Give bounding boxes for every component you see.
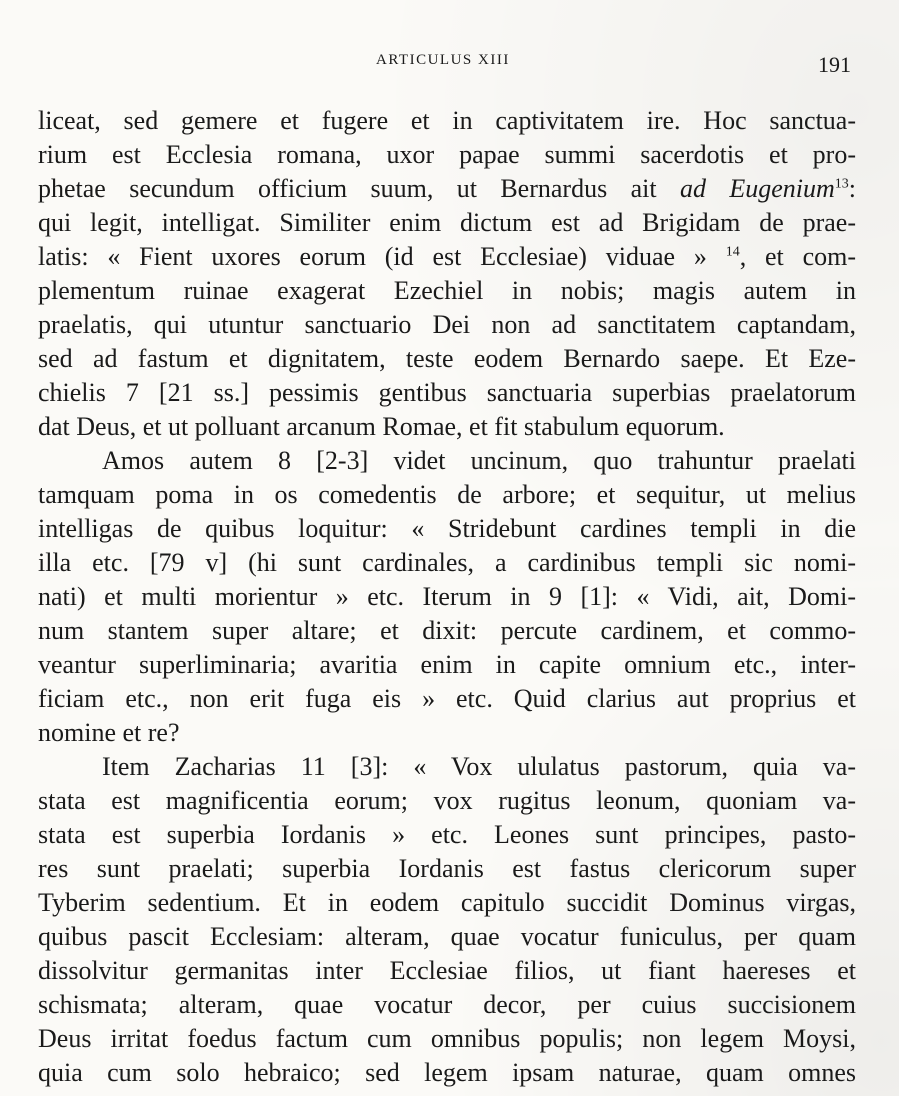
text-line: plementum ruinae exagerat Ezechiel in nobis; magis autem in <box>38 276 856 305</box>
footnote-ref: 13 <box>834 176 849 192</box>
running-head <box>0 52 899 76</box>
text-line: Item Zacharias 11 [3]: « Vox ululatus pastorum, quia va- <box>102 752 856 781</box>
text-line: praelatis, qui utuntur sanctuario Dei non ad sanctitatem captandam, <box>38 310 856 339</box>
page-number: 191 <box>818 52 851 77</box>
text-line: latis: « Fient uxores eorum (id est Ecclesiae) viduae » $^{14}$, et com- <box>38 242 856 271</box>
text-line: dat Deus, et ut polluant arcanum Romae, et fit stabulum equorum. <box>38 412 725 441</box>
text-line: intelligas de quibus loquitur: « Stridebunt cardines templi in die <box>38 514 856 543</box>
italic-title: ad Eugenium <box>679 174 835 203</box>
running-title: ARTICULUS XIII <box>376 52 510 68</box>
text-line: nati) et multi morientur » etc. Iterum in 9 [1]: « Vidi, ait, Domi- <box>38 582 856 611</box>
text-line: num stantem super altare; et dixit: percute cardinem, et commo- <box>38 616 856 645</box>
text-line: veantur superliminaria; avaritia enim in capite omnium etc., inter- <box>38 650 856 679</box>
text-line: Amos autem 8 [2-3] videt uncinum, quo trahuntur praelati <box>102 446 856 475</box>
text-line: ficiam etc., non erit fuga eis » etc. Quid clarius aut proprius et <box>38 684 856 713</box>
text-line: sed ad fastum et dignitatem, teste eodem Bernardo saepe. Et Eze- <box>38 344 856 373</box>
text-line: illa etc. [79 v] (hi sunt cardinales, a cardinibus templi sic nomi- <box>38 548 856 577</box>
footnote-ref: 14 <box>725 244 740 260</box>
text-line: schismata; alteram, quae vocatur decor, per cuius succisionem <box>38 990 856 1019</box>
text-line: tamquam poma in os comedentis de arbore; et sequitur, ut melius <box>38 480 856 509</box>
text-line: stata est magnificentia eorum; vox rugitus leonum, quoniam va- <box>38 786 856 815</box>
body-text <box>38 104 856 1090</box>
text-line: dissolvitur germanitas inter Ecclesiae filios, ut fiant haereses et <box>38 956 856 985</box>
text-line: nomine et re? <box>38 718 180 747</box>
text-line: liceat, sed gemere et fugere et in captivitatem ire. Hoc sanctua- <box>38 106 856 135</box>
text-line: stata est superbia Iordanis » etc. Leones sunt principes, pasto- <box>38 820 856 849</box>
text-line: chielis 7 [21 ss.] pessimis gentibus sanctuaria superbias praelatorum <box>38 378 856 407</box>
text-line: quibus pascit Ecclesiam: alteram, quae vocatur funiculus, per quam <box>38 922 856 951</box>
text-line: res sunt praelati; superbia Iordanis est fastus clericorum super <box>38 854 856 883</box>
text-line: phetae secundum officium suum, ut Bernardus ait ad Eugenium$^{13}$: <box>38 174 856 203</box>
text-line: Deus irritat foedus factum cum omnibus populis; non legem Moysi, <box>38 1024 856 1053</box>
text-line: Tyberim sedentium. Et in eodem capitulo succidit Dominus virgas, <box>38 888 856 917</box>
text-line: quia cum solo hebraico; sed legem ipsam naturae, quam omnes <box>38 1058 856 1087</box>
text-line: rium est Ecclesia romana, uxor papae summi sacerdotis et pro- <box>38 140 856 169</box>
text-line: qui legit, intelligat. Similiter enim dictum est ad Brigidam de prae- <box>38 208 856 237</box>
